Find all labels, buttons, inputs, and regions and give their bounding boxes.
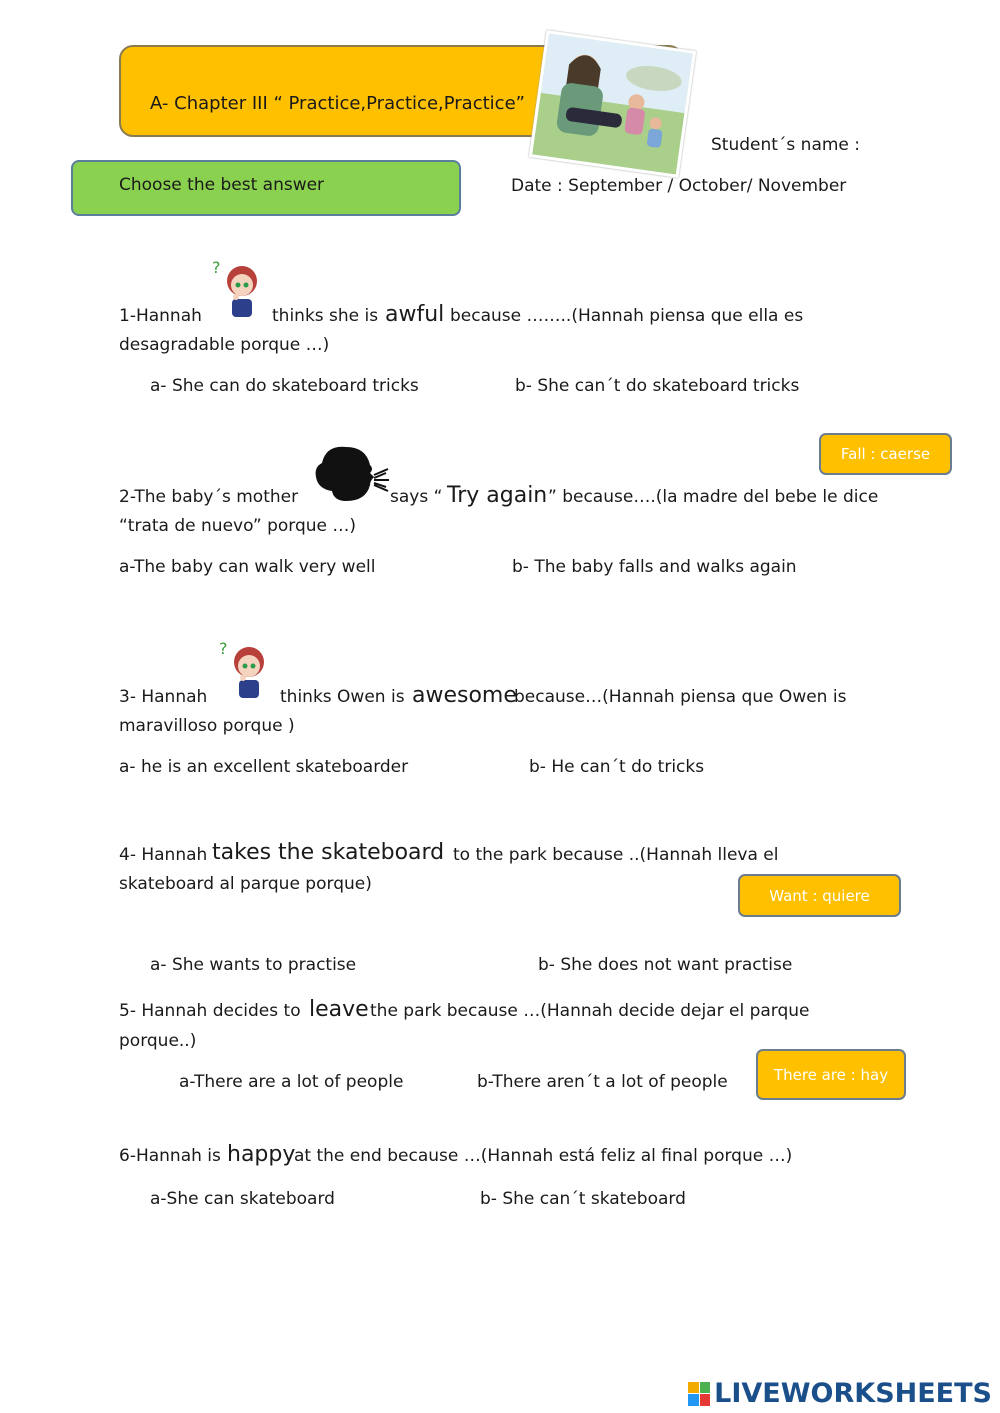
q1-line2: desagradable porque …) bbox=[119, 335, 330, 355]
q6-keyword: happy bbox=[227, 1142, 296, 1167]
q4-pre: 4- Hannah bbox=[119, 845, 208, 865]
q6-rest: at the end because …(Hannah está feliz al final porque …) bbox=[294, 1146, 793, 1166]
q3-pre: 3- Hannah bbox=[119, 687, 208, 707]
q1-keyword: awful bbox=[385, 302, 445, 327]
note-want: Want : quiere bbox=[738, 874, 901, 917]
q4-keyword: takes the skateboard bbox=[212, 840, 445, 865]
thinking-girl-icon bbox=[219, 640, 269, 702]
note-there-are: There are : hay bbox=[756, 1049, 906, 1100]
story-illustration bbox=[529, 30, 696, 178]
q3-rest: because…(Hannah piensa que Owen is bbox=[514, 687, 847, 707]
brand-name: LIVEWORKSHEETS bbox=[714, 1378, 992, 1409]
q3-option-a[interactable]: a- he is an excellent skateboarder bbox=[119, 757, 409, 777]
q4-line2: skateboard al parque porque) bbox=[119, 874, 372, 894]
q2-post: says “ bbox=[390, 487, 443, 507]
logo-mark-icon bbox=[688, 1382, 710, 1406]
q2-rest: ” because….(la madre del bebe le dice bbox=[548, 487, 879, 507]
q3-option-b[interactable]: b- He can´t do tricks bbox=[529, 757, 705, 777]
q1-pre: 1-Hannah bbox=[119, 306, 202, 326]
q6-option-a[interactable]: a-She can skateboard bbox=[150, 1189, 335, 1209]
q4-option-b[interactable]: b- She does not want practise bbox=[538, 955, 793, 975]
instruction-label: Choose the best answer bbox=[119, 175, 325, 195]
q1-post: thinks she is bbox=[272, 306, 379, 326]
q1-option-b[interactable]: b- She can´t do skateboard tricks bbox=[515, 376, 800, 396]
student-name-label: Student´s name : bbox=[711, 135, 861, 155]
date-label: Date : September / October/ November bbox=[511, 176, 847, 196]
q1-option-a[interactable]: a- She can do skateboard tricks bbox=[150, 376, 419, 396]
svg-text:?: ? bbox=[212, 259, 221, 277]
q5-option-a[interactable]: a-There are a lot of people bbox=[179, 1072, 404, 1092]
q2-line2: “trata de nuevo” porque …) bbox=[119, 516, 357, 536]
thinking-girl-icon bbox=[212, 259, 262, 321]
svg-text:?: ? bbox=[219, 640, 228, 658]
q3-keyword: awesome bbox=[412, 683, 517, 708]
note-fall: Fall : caerse bbox=[819, 433, 952, 475]
q2-keyword: Try again bbox=[447, 483, 548, 508]
chapter-title: A- Chapter III “ Practice,Practice,Practice” bbox=[150, 93, 525, 114]
q2-option-a[interactable]: a-The baby can walk very well bbox=[119, 557, 376, 577]
speaking-head-icon bbox=[312, 443, 390, 505]
liveworksheets-logo[interactable] bbox=[688, 1378, 992, 1409]
q6-pre: 6-Hannah is bbox=[119, 1146, 221, 1166]
q5-option-b[interactable]: b-There aren´t a lot of people bbox=[477, 1072, 728, 1092]
q5-rest: the park because …(Hannah decide dejar el parque bbox=[370, 1001, 810, 1021]
q4-option-a[interactable]: a- She wants to practise bbox=[150, 955, 357, 975]
q5-keyword: leave bbox=[309, 997, 369, 1022]
q3-line2: maravilloso porque ) bbox=[119, 716, 295, 736]
q5-pre: 5- Hannah decides to bbox=[119, 1001, 301, 1021]
q4-rest: to the park because ..(Hannah lleva el bbox=[453, 845, 779, 865]
q6-option-b[interactable]: b- She can´t skateboard bbox=[480, 1189, 686, 1209]
q2-option-b[interactable]: b- The baby falls and walks again bbox=[512, 557, 797, 577]
q3-post: thinks Owen is bbox=[280, 687, 405, 707]
q2-pre: 2-The baby´s mother bbox=[119, 487, 299, 507]
q1-rest: because ……..(Hannah piensa que ella es bbox=[450, 306, 804, 326]
q5-line2: porque..) bbox=[119, 1031, 197, 1051]
